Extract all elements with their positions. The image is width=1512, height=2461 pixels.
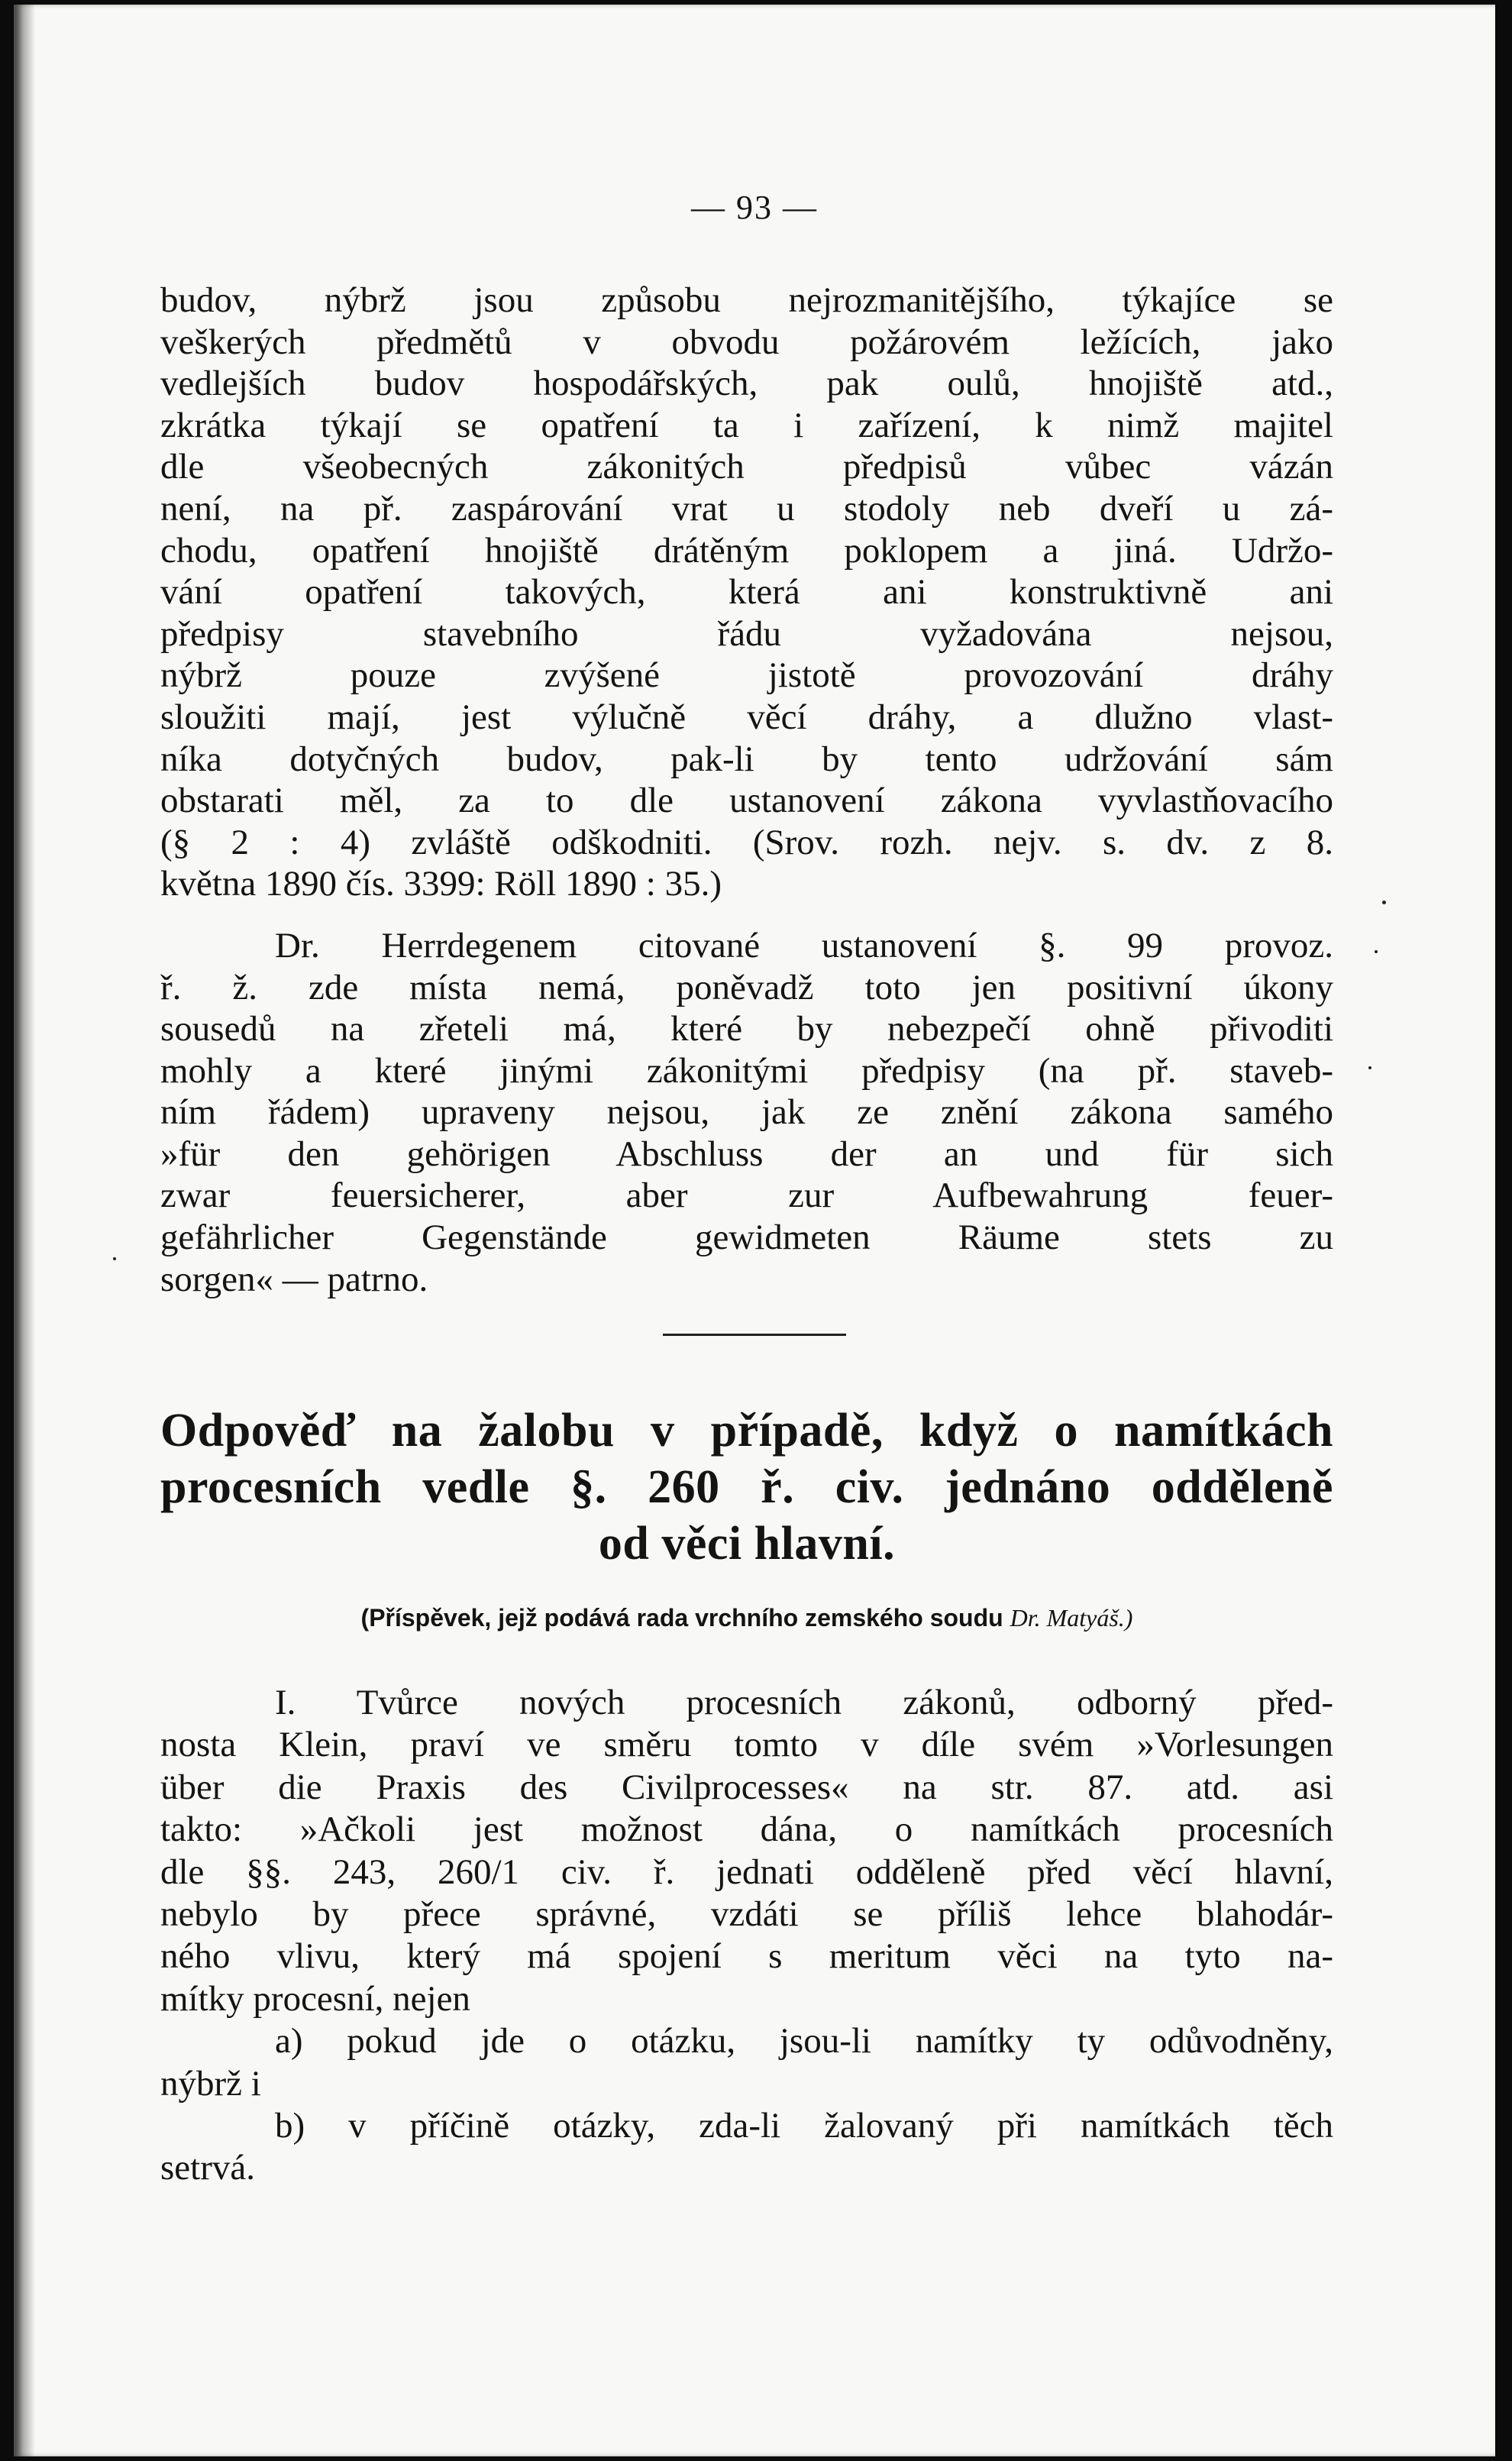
text-line: nosta Klein, praví ve směru tomto v díle svém »Vorlesungen — [160, 1725, 1333, 1765]
text-line: budov, nýbrž jsou způsobu nejrozmanitějšího, týkajíce se — [160, 280, 1333, 320]
text-line: níka dotyčných budov, pak-li by tento udržování sám — [160, 739, 1333, 779]
paragraph-1 — [160, 280, 1333, 1300]
text-line: ním řádem) upraveny nejsou, jak ze znění zákona samého — [160, 1092, 1333, 1133]
speck — [1368, 1066, 1371, 1069]
text-line: chodu, opatření hnojiště drátěným poklopem a jiná. Udržo- — [160, 530, 1333, 571]
text-line: I. Tvůrce nových procesních zákonů, odborný před- — [275, 1683, 1333, 1722]
text-line: (§ 2 : 4) zvláště odškodniti. (Srov. rozh. nejv. s. dv. z 8. — [160, 822, 1333, 862]
text-line: mohly a které jinými zákonitými předpisy (na př. staveb- — [160, 1050, 1333, 1091]
text-line: ř. ž. zde místa nemá, poněvadž toto jen positivní úkony — [160, 967, 1333, 1007]
author-note-text: (Příspěvek, jejž podává rada vrchního zemského soudu — [360, 1604, 1003, 1632]
text-line: vání opatření takových, která ani konstruktivně ani — [160, 572, 1333, 613]
text-line: zwar feuersicherer, aber zur Aufbewahrung feuer- — [160, 1176, 1333, 1216]
text-line: takto: »Ačkoli jest možnost dána, o namítkách procesních — [160, 1809, 1333, 1850]
text-line: předpisy stavebního řádu vyžadována nejsou, — [160, 613, 1333, 654]
speck — [1375, 950, 1378, 953]
text-line: není, na př. zaspárování vrat u stodoly neb dveří u zá- — [160, 488, 1333, 529]
text-line: nebylo by přece správné, vzdáti se příliš lehce blahodár- — [160, 1894, 1333, 1935]
page-binding-shadow — [14, 5, 35, 2456]
text-line: über die Praxis des Civilprocesses« na str. 87. atd. asi — [160, 1767, 1333, 1807]
text-line: gefährlicher Gegenstände gewidmeten Räume stets zu — [160, 1218, 1333, 1258]
text-line: Dr. Herrdegenem citované ustanovení §. 99 provoz. — [275, 925, 1333, 965]
title-line: od věci hlavní. — [598, 1518, 896, 1570]
page-number: — 93 — — [691, 189, 818, 226]
author-note — [160, 1604, 1333, 1632]
speck — [113, 1257, 116, 1260]
text-line: vedlejších budov hospodářských, pak oulů, hnojiště atd., — [160, 364, 1333, 404]
text-line: veškerých předmětů v obvodu požárovém ležících, jako — [160, 322, 1333, 362]
text-line: dle všeobecných zákonitých předpisů vůbec vázán — [160, 447, 1333, 487]
text-line: nýbrž i — [160, 2063, 261, 2104]
text-line: setrvá. — [160, 2148, 255, 2188]
section-1 — [160, 1682, 1333, 2190]
text-line: zkrátka týkají se opatření ta i zařízení, k nimž majitel — [160, 405, 1333, 445]
document-page — [14, 5, 1495, 2456]
text-line: ného vlivu, který má spojení s meritum věci na tyto na- — [160, 1936, 1333, 1977]
author-name: Dr. Matyáš.) — [1010, 1604, 1133, 1632]
article-title — [160, 1402, 1333, 1572]
text-line: dle §§. 243, 260/1 civ. ř. jednati odděleně před věcí hlavní, — [160, 1851, 1333, 1892]
text-line: sorgen« — patrno. — [160, 1259, 428, 1299]
text-line: mítky procesní, nejen — [160, 1978, 470, 2019]
text-line: nýbrž pouze zvýšené jistotě provozování dráhy — [160, 655, 1333, 696]
text-line: obstarati měl, za to dle ustanovení zákona vyvlastňovacího — [160, 781, 1333, 821]
text-line: sloužiti mají, jest výlučně věcí dráhy, a dlužno vlast- — [160, 697, 1333, 737]
section-divider — [663, 1334, 846, 1336]
text-line: května 1890 čís. 3399: Röll 1890 : 35.) — [160, 864, 722, 904]
text-line: a) pokud jde o otázku, jsou-li namítky ty odůvodněny, — [275, 2021, 1333, 2062]
speck — [1382, 901, 1386, 904]
title-line: procesních vedle §. 260 ř. civ. jednáno odděleně — [160, 1461, 1333, 1513]
text-line: »für den gehörigen Abschluss der an und für sich — [160, 1133, 1333, 1174]
text-line: sousedů na zřeteli má, které by nebezpečí ohně přivoditi — [160, 1009, 1333, 1049]
text-line: b) v příčině otázky, zda-li žalovaný při namítkách těch — [275, 2106, 1333, 2146]
title-line: Odpověď na žalobu v případě, když o namítkách — [160, 1405, 1333, 1457]
